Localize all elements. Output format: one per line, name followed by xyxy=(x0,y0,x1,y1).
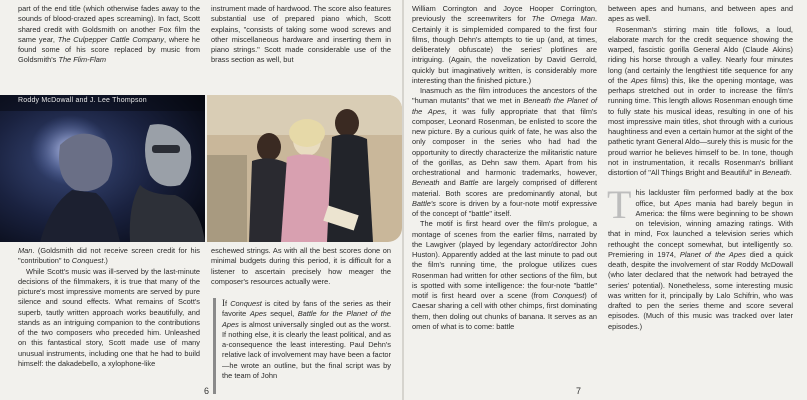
photo-left-still xyxy=(0,95,205,242)
left-col2-top: instrument made of hardwood. The score also features substantial use of prepared piano which, Scott explains, "consists of taking some wood screws and other miscellaneous hardware and inserting them in piano strings." Scott made considerable use of the brass section as well, but xyxy=(211,4,391,65)
right-col1: William Corrington and Joyce Hooper Corrington, previously the screenwriters for The Omega Man. Certainly it is simplemided compared to the first four films, though Dehn's attempts to tie up (and, at times, deliberately obfuscate) the series' plotlines are intriguing. (Again, the novelization by David Gerrold, quickly but imaginatively written, is considerably more interesting than the finished picture.) Inasmuch as the film introduces the ancestors of the "human mutants" that we met in Beneath the Planet of the Apes, it was fully appropriate that that film's composer, Leonard Rosenman, be enlisted to score the new picture. By a curious quirk of fate, he was also the only composer in the series who had had the opportunity to directly characterize the militaristic nature of the gorillas, as Dehn saw them. Apart from his orchestrational and harmonic trademarks, however, Beneath and Battle are largely comprised of different material. Both scores are predominantly atonal, but Battle's score is driven by a four-note motif expressive of the concept of "battle" itself. The motif is first heard over the film's prologue, a montage of scenes from the earlier films, narrated by the Lawgiver (played by legendary actor/director John Huston). Apparently added at the last minute to pad out the film's running time, the prologue utilizes cues Rosenman had written for other sections of the film, but is spotted with some intelligence: the four-note "battle" motif is first heard over a scene (from Conquest) of Caesar sharing a cell with other chimps, first dominating them, then doling out chunks of banana. It serves as an omen of what is to come: battle xyxy=(412,4,597,331)
left-col1-top: part of the end title (which otherwise fades away to the sounds of blood-crazed apes screaming). In fact, Scott shared credit with Goldsmith on another Fox film the same year, The Culpepper Cattle Company, where he found some of his score replaced by music from Goldsmith's The Flim-Flam xyxy=(18,4,201,65)
drop-cap: T xyxy=(607,182,632,228)
photo-right-still xyxy=(207,95,402,242)
pull-quote-rule xyxy=(213,298,216,394)
left-col2-pull: If Conquest is cited by fans of the series as their favorite Apes sequel, Battle for the Planet of the Apes is almost universally singled out as the worst. If nothing else, it is clearly the least political, and as a-consequence the least interesting. Paul Dehn's relative lack of involvement may have been a factor—he wrote an outline, but the final script was by the team of John xyxy=(222,298,391,380)
photo-left-image xyxy=(0,95,205,242)
page-number-left: 6 xyxy=(204,386,210,396)
right-page xyxy=(404,0,807,400)
page-number-right: 7 xyxy=(576,386,582,396)
photo-caption: Roddy McDowall and J. Lee Thompson xyxy=(18,97,147,104)
left-page xyxy=(0,0,402,400)
right-col2: between apes and humans, and between apes and apes as well. Rosenman's stirring main title follows, a loud, elaborate march for the credit sequence showing the warped, fascistic gorilla General Aldo (Claude Akins) riding his horse through a valley. Nearly four minutes long (and certainly the lengthiest title sequence for any of the Apes films) this, like the opening montage, was perhaps stretched out in order to increase the film's running time. This length allows Rosenman enough time to fully state his musical ideas, resulting in one of his most impressive main titles, shot through with a curious haughtiness and even a certain humor at the sight of the pathetic tyrant General Aldo—surely this is music for the proud warrior he believes himself to be. In tone, though not in instrumentation, it recalls Rosenman's brilliant distortion of "All Things Bright and Beautiful" in Beneath. This lackluster film performed badly at the box office, but Apes mania had barely begun in America: the films were beginning to be shown on television, winning amazing ratings. With that in mind, Fox launched a television series which rethought the concept somewhat, but intelligently so. Premiering in 1974, Planet of the Apes died a quick death, despite the involvement of star Roddy McDowall (who later declared that the network had betrayed the series' potential). Nonetheless, some interesting music was written for it, principally by Lalo Schifrin, who was drafted to pen the series theme and score several episodes. (Much of this music was tracked over later episodes.) xyxy=(607,4,794,331)
left-col1-bottom: Man. (Goldsmith did not receive screen credit for his "contribution" to Conquest.) While Scott's music was ill-served by the last-minute decisions of the filmmakers, it is true that many of the picture's most impressive moments are served by pure silence and sound effects. What remains of Scott's superb, tautly written approach works beautifully, and stands as an intriguing companion to the contributions of the two composers who preceded him. Unleashed on this fantastical story, Scott made use of many unusual instruments, including one that he had to build himself: the dakadebello, a xylophone-like xyxy=(18,246,200,368)
pull-initial: I xyxy=(222,298,225,308)
left-col2-bottom: eschewed strings. As with all the best scores done on minimal budgets during this period, it is difficult for a listener to ascertain precisely how meager the composer's resources actually were. xyxy=(211,246,391,286)
photo-right-image xyxy=(207,95,402,242)
